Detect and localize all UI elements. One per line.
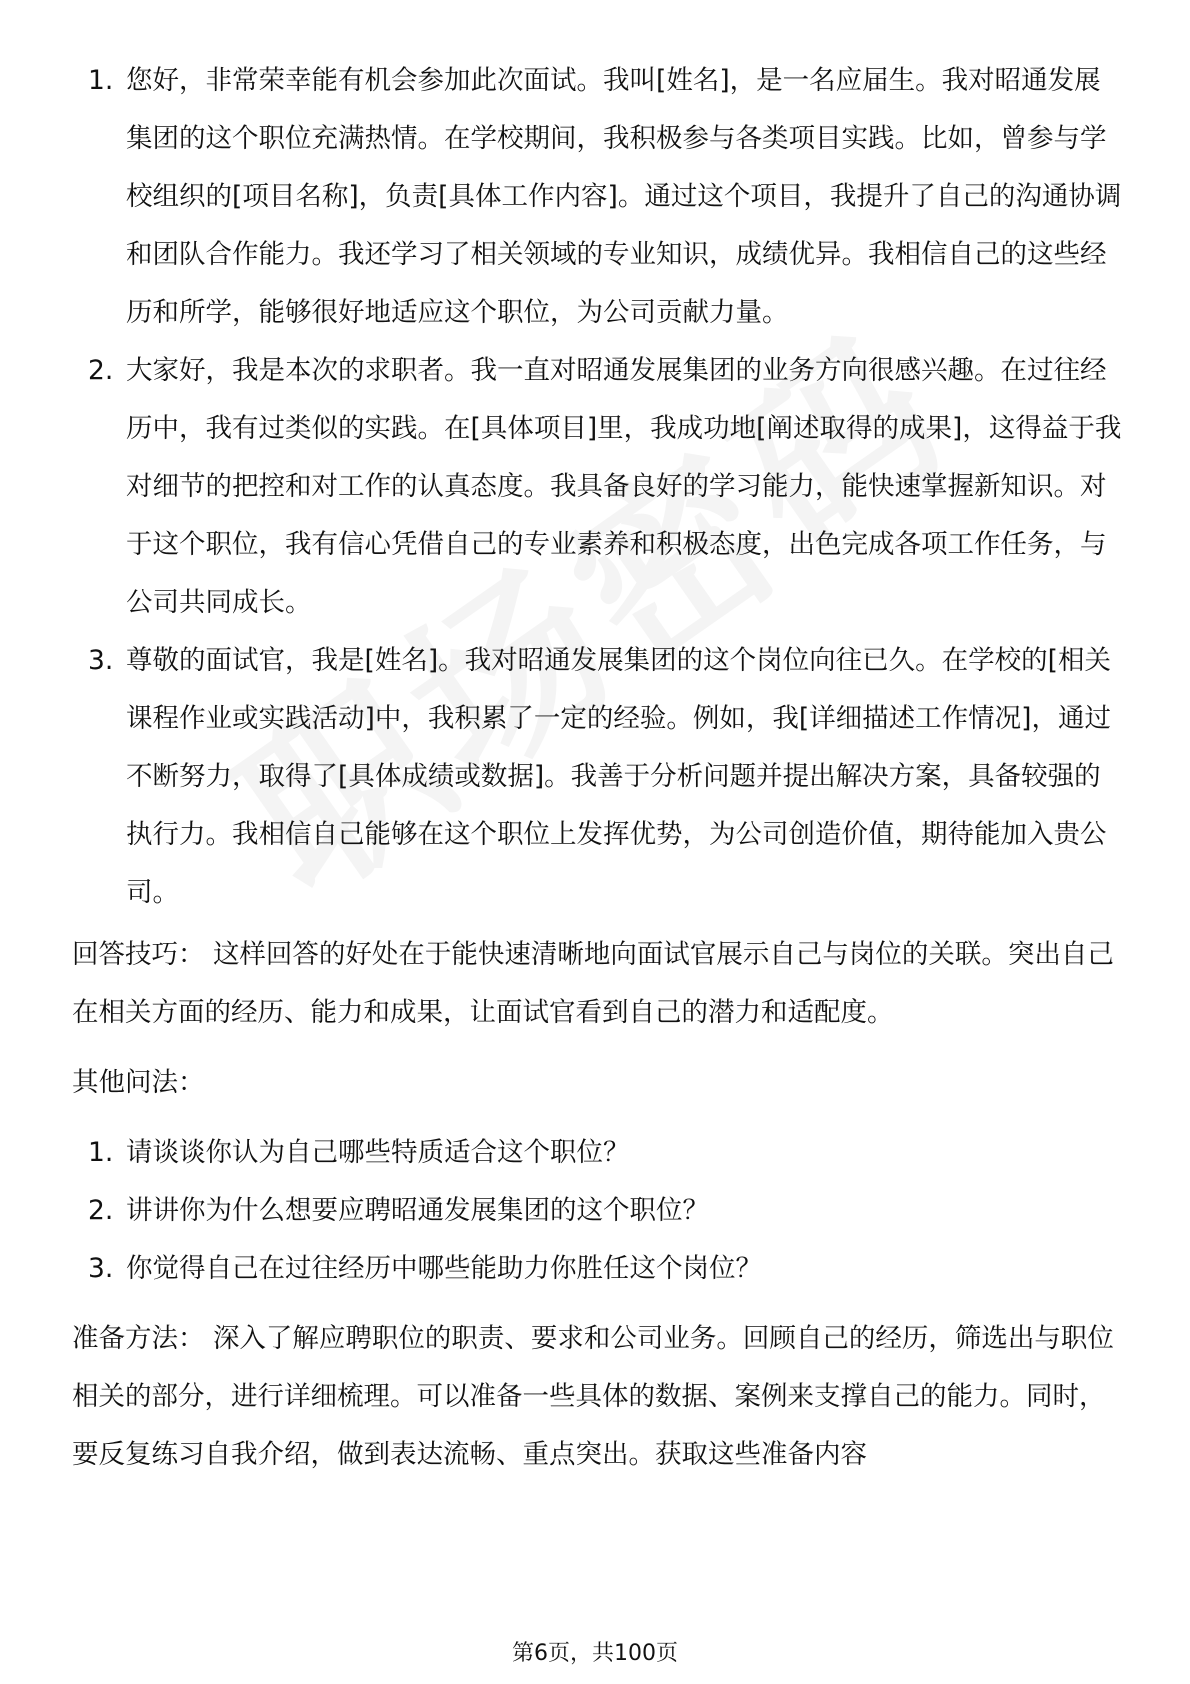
question-text: 你觉得自己在过往经历中哪些能助力你胜任这个岗位？ — [126, 1253, 762, 1284]
list-item — [72, 1240, 1122, 1298]
tip-label: 回答技巧： — [72, 939, 205, 970]
answer-text: 大家好，我是本次的求职者。我一直对昭通发展集团的业务方向很感兴趣。在过往经历中，我有过类似的实践。在[具体项目]里，我成功地[阐述取得的成果]，这得益于我对细节的把控和对工作的认真态度。我具备良好的学习能力，能快速掌握新知识。对于这个职位，我有信心凭借自己的专业素养和积极态度，出色完成各项工作任务，与公司共同成长。 — [126, 355, 1122, 618]
prep-text: 深入了解应聘职位的职责、要求和公司业务。回顾自己的经历，筛选出与职位相关的部分，进行详细梳理。可以准备一些具体的数据、案例来支撑自己的能力。同时，要反复练习自我介绍，做到表达流畅、重点突出。获取这些准备内容 — [72, 1323, 1114, 1470]
list-number: 2. — [88, 355, 114, 386]
page-content — [72, 52, 1122, 1484]
answer-text: 尊敬的面试官，我是[姓名]。我对昭通发展集团的这个岗位向往已久。在学校的[相关课程作业或实践活动]中，我积累了一定的经验。例如，我[详细描述工作情况]，通过不断努力，取得了[具体成绩或数据]。我善于分析问题并提出解决方案，具备较强的执行力。我相信自己能够在这个职位上发挥优势，为公司创造价值，期待能加入贵公司。 — [126, 645, 1112, 908]
list-item — [72, 52, 1122, 342]
page-number-footer: 第6页，共100页 — [512, 1641, 678, 1666]
tip-text: 这样回答的好处在于能快速清晰地向面试官展示自己与岗位的关联。突出自己在相关方面的经历、能力和成果，让面试官看到自己的潜力和适配度。 — [72, 939, 1114, 1028]
list-item — [72, 1124, 1122, 1182]
list-number: 3. — [88, 645, 114, 676]
other-questions-heading: 其他问法： — [72, 1067, 205, 1098]
list-number: 2. — [88, 1195, 114, 1226]
list-number: 3. — [88, 1253, 114, 1284]
list-number: 1. — [88, 1137, 114, 1168]
answer-text: 您好，非常荣幸能有机会参加此次面试。我叫[姓名]，是一名应届生。我对昭通发展集团的这个职位充满热情。在学校期间，我积极参与各类项目实践。比如，曾参与学校组织的[项目名称]，负责[具体工作内容]。通过这个项目，我提升了自己的沟通协调和团队合作能力。我还学习了相关领域的专业知识，成绩优异。我相信自己的这些经历和所学，能够很好地适应这个职位，为公司贡献力量。 — [126, 65, 1122, 328]
prep-label: 准备方法： — [72, 1323, 205, 1354]
question-text: 请谈谈你认为自己哪些特质适合这个职位？ — [126, 1137, 630, 1168]
answer-tip-paragraph — [72, 926, 1122, 1042]
list-item — [72, 1182, 1122, 1240]
other-questions-list — [72, 1124, 1122, 1298]
list-item — [72, 632, 1122, 922]
list-item — [72, 342, 1122, 632]
sample-answers-list — [72, 52, 1122, 922]
list-number: 1. — [88, 65, 114, 96]
preparation-paragraph — [72, 1310, 1122, 1484]
question-text: 讲讲你为什么想要应聘昭通发展集团的这个职位？ — [126, 1195, 709, 1226]
